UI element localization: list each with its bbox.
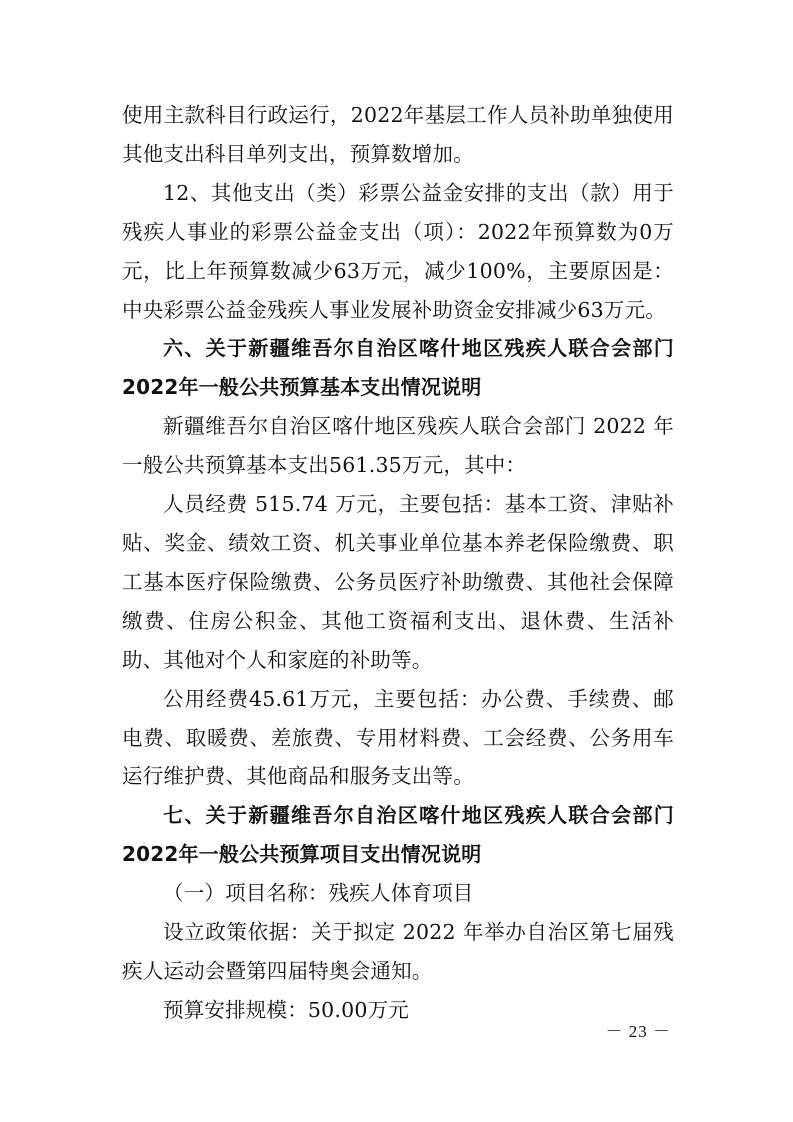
- section-heading-seven: 七、关于新疆维吾尔自治区喀什地区残疾人联合会部门2022年一般公共预算项目支出情况说明: [122, 803, 674, 867]
- paragraph-personnel-expenses: 人员经费 515.74 万元，主要包括：基本工资、津贴补贴、奖金、绩效工资、机关事业单位基本养老保险缴费、职工基本医疗保险缴费、公务员医疗补助缴费、其他社会保障缴费、住房公积金、其他工资福利支出、退休费、生活补助、其他对个人和家庭的补助等。: [122, 492, 674, 672]
- paragraph-policy-basis: 设立政策依据：关于拟定 2022 年举办自治区第七届残疾人运动会暨第四届特奥会通知。: [122, 920, 674, 983]
- page-body: [122, 96, 674, 1030]
- paragraph-public-expenses: 公用经费45.61万元，主要包括：办公费、手续费、邮电费、取暖费、差旅费、专用材料费、工会经费、公务用车运行维护费、其他商品和服务支出等。: [122, 686, 674, 789]
- paragraph-budget-scale: 预算安排规模：50.00万元: [163, 997, 409, 1022]
- section-heading-six: 六、关于新疆维吾尔自治区喀什地区残疾人联合会部门2022年一般公共预算基本支出情况说明: [122, 336, 674, 400]
- paragraph-continuation: 使用主款科目行政运行，2022年基层工作人员补助单独使用其他支出科目单列支出，预算数增加。: [122, 103, 674, 166]
- paragraph-project-name: （一）项目名称：残疾人体育项目: [163, 881, 474, 906]
- page-number: － 23 －: [605, 1022, 671, 1041]
- paragraph-basic-expenditure: 新疆维吾尔自治区喀什地区残疾人联合会部门 2022 年一般公共预算基本支出561.35万元，其中：: [122, 414, 674, 478]
- paragraph-item-12: 12、其他支出（类）彩票公益金安排的支出（款）用于残疾人事业的彩票公益金支出（项）：2022年预算数为0万元，比上年预算数减少63万元，减少100%，主要原因是：中央彩票公益金残疾人事业发展补助资金安排减少63万元。: [122, 180, 674, 322]
